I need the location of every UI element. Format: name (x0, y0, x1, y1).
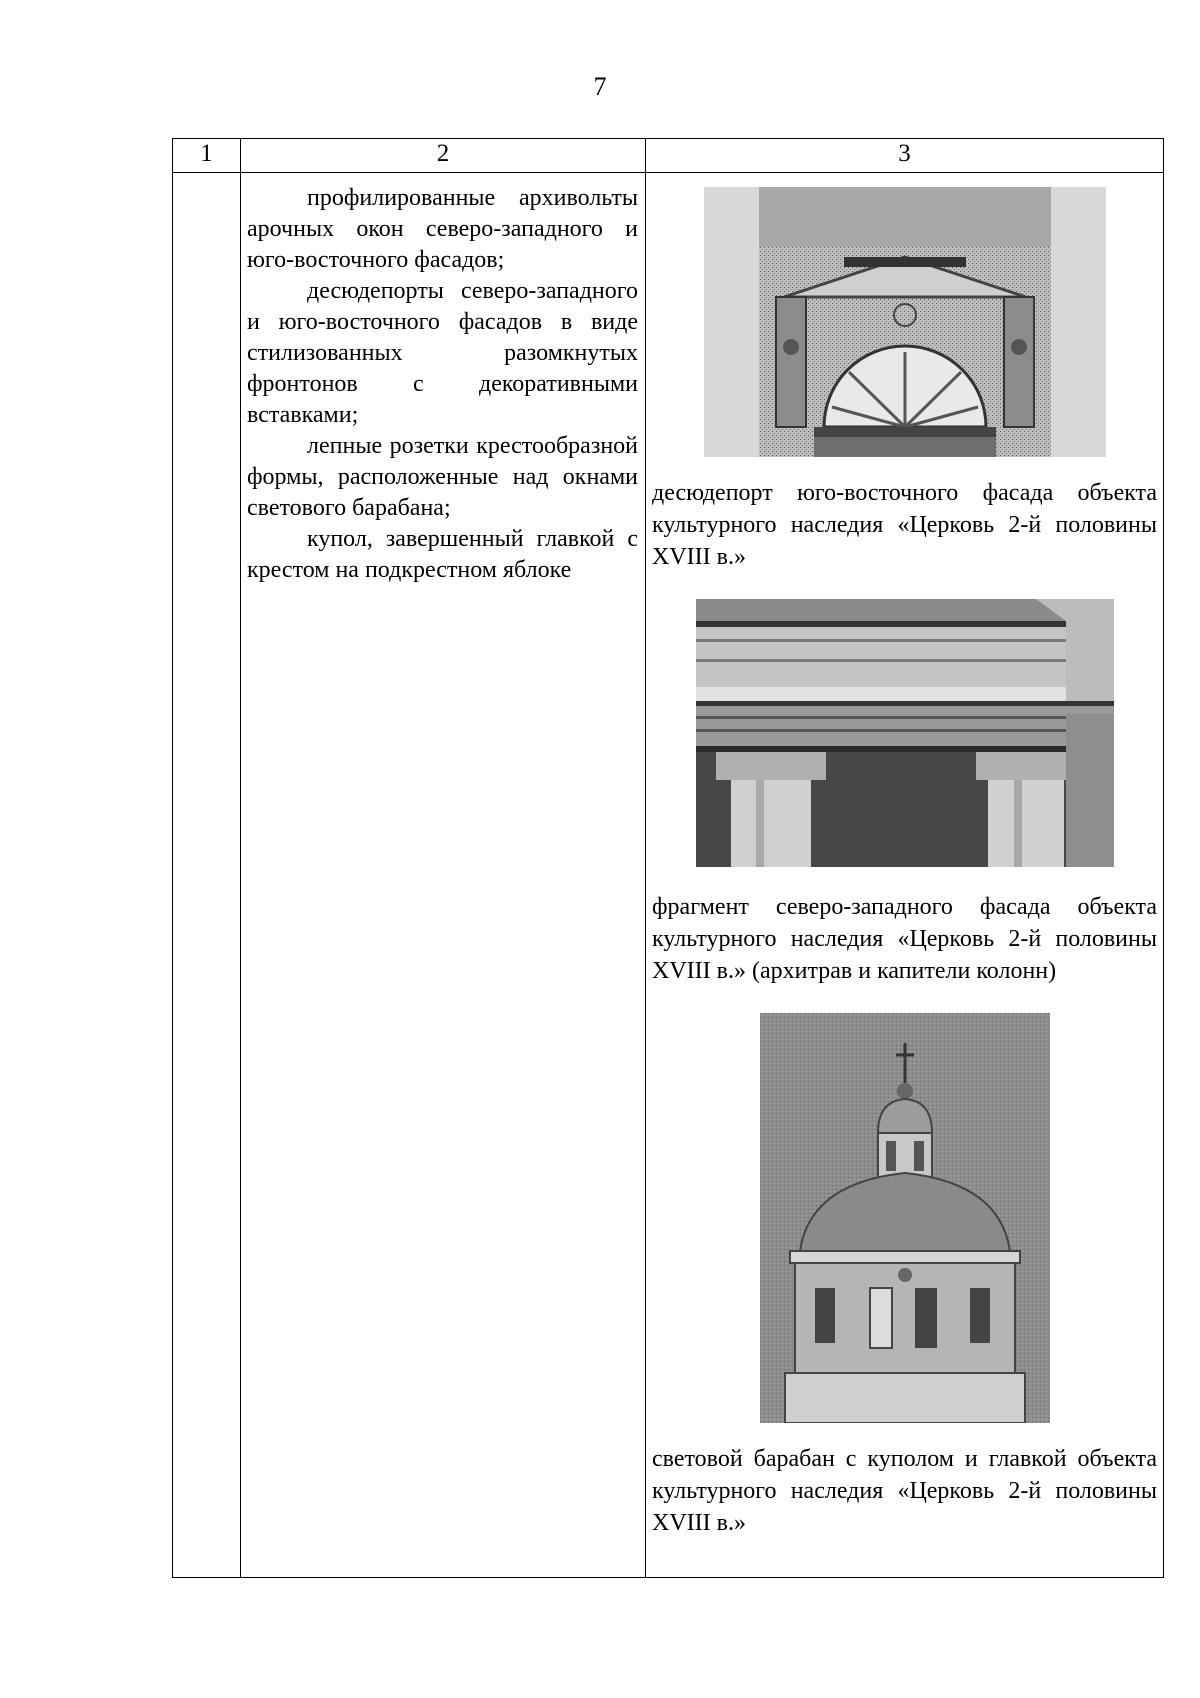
overdoor-photo (704, 187, 1106, 457)
monument-elements-table (172, 138, 1164, 1578)
photo-cell (646, 173, 1164, 1578)
architrave-photo (696, 599, 1114, 867)
row-number-cell (173, 173, 241, 1578)
table-header-row (173, 139, 1164, 173)
description-item: купол, завершенный главкой с крестом на подкрестном яблоке (247, 526, 638, 583)
header-col-2: 2 (241, 139, 646, 173)
description-cell (241, 173, 646, 1578)
description-item: десюдепорты северо-западного и юго-восточного фасадов в виде стилизованных разомкнутых фронтонов с декоративными вставками; (247, 278, 638, 428)
photo-caption: фрагмент северо-западного фасада объекта культурного наследия «Церковь 2-й половины XVIII в.» (архитрав и капители колонн) (652, 894, 1157, 984)
page-number: 7 (593, 72, 607, 101)
dome-photo (760, 1013, 1050, 1423)
description-item: профилированные архивольты арочных окон северо-западного и юго-восточного фасадов; (247, 185, 638, 273)
photo-caption: световой барабан с куполом и главкой объекта культурного наследия «Церковь 2-й половины XVIII в.» (652, 1446, 1157, 1536)
photo-caption: десюдепорт юго-восточного фасада объекта культурного наследия «Церковь 2-й половины XVIII в.» (652, 480, 1157, 570)
description-item: лепные розетки крестообразной формы, расположенные над окнами светового барабана; (247, 433, 638, 521)
table-row (173, 173, 1164, 1578)
header-col-1: 1 (173, 139, 241, 173)
header-col-3: 3 (646, 139, 1164, 173)
